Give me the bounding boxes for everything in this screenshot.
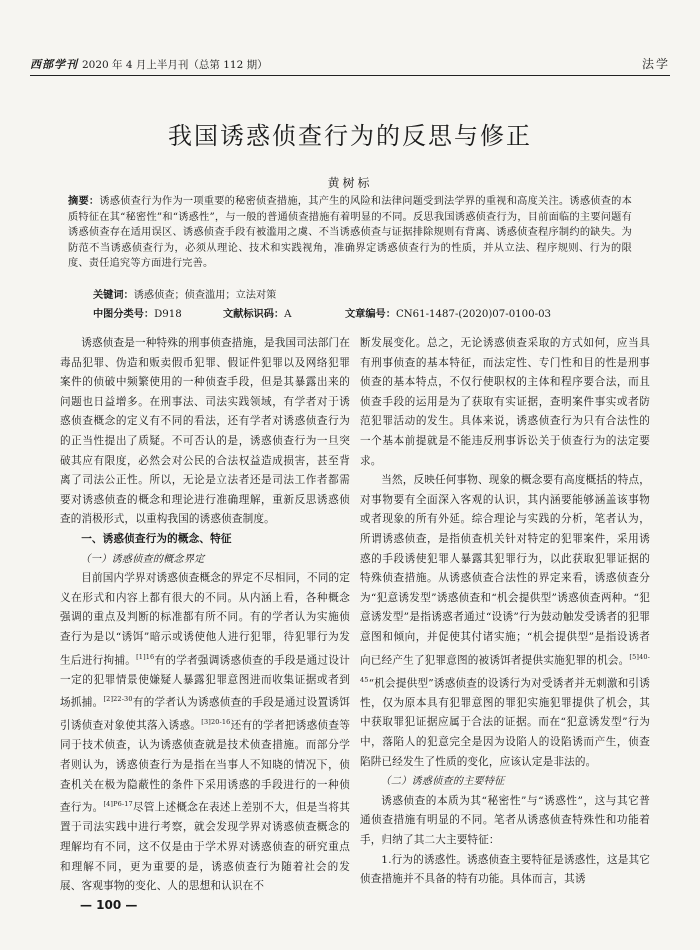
- keywords-label: 关键词：: [93, 289, 134, 301]
- doc-code-label: 文献标识码：: [223, 308, 285, 320]
- issue-info: 2020 年 4 月上半月刊（总第 112 期）: [82, 59, 268, 71]
- paragraph: [360, 471, 650, 772]
- keywords: [93, 286, 632, 301]
- text-run: 有的学者认为诱惑侦查的手段是通过设置诱饵引诱侦查对象使其落入诱惑。: [60, 696, 351, 732]
- article-number-value: CN61-1487-(2020)07-0100-03: [395, 309, 552, 320]
- section-heading: 一、诱惑侦查行为的概念、特征: [81, 532, 232, 545]
- journal-name: 西部学刊: [30, 58, 78, 71]
- subsection-heading: （一）诱惑侦查的概念界定: [80, 553, 205, 565]
- page-number: — 100 —: [80, 898, 138, 912]
- paragraph: 诱惑侦查的本质为其“秘密性”与“诱惑性”，这与其它普通侦查措施有明显的不同。笔者从诱惑侦查特殊性和功能着手，归纳了其二大主要特征：: [360, 794, 650, 846]
- citation: [2]22-30: [103, 695, 133, 704]
- abstract-text: 诱惑侦查行为作为一项重要的秘密侦查措施，其产生的风险和法律问题受到法学界的重视和高度关注。诱惑侦查的本质特征在其“秘密性”和“诱惑性”，与一般的普通侦查措施有着明显的不同。反思我国诱惑侦查行为，目前面临的主要问题有诱惑侦查存在适用误区、诱惑侦查手段有被滥用之虞、不当诱惑侦查与证据排除规则有背离、诱惑侦查程序制约的缺失。为防范不当诱惑侦查行为，必须从理论、技术和实践视角，准确界定诱惑侦查行为的性质，并从立法、程序规则、行为的限度、责任追究等方面进行完善。: [68, 196, 632, 270]
- article-metadata: [93, 305, 632, 320]
- article-number-label: 文章编号：: [345, 308, 396, 320]
- right-column: [360, 334, 650, 890]
- citation: [1]16: [136, 652, 155, 661]
- text-run: 尽管上述概念在表述上差别不大，但是当将其置于司法实践中进行考察，就会发现学界对诱惑侦查概念的理解均有不同，这不仅是由于学术界对诱惑侦查的研究重点和理解不同，更为重要的是，诱惑侦查行为随着社会的发展、客观事物的变化、人的思想和认识在不: [60, 801, 350, 893]
- citation: [5]40-45: [360, 652, 650, 684]
- article-title: 我国诱惑侦查行为的反思与修正: [168, 122, 532, 150]
- paragraph: 诱惑侦查是一种特殊的刑事侦查措施，是我国司法部门在毒品犯罪、伪造和贩卖假币犯罪、假证件犯罪以及网络犯罪案件的侦破中频繁使用的一种侦查手段，但是其暴露出来的问题也日益增多。在刑事法、司法实践领域，有学者对于诱惑侦查概念的定义有不同的看法，还有学者对诱惑侦查行为的正当性提出了质疑。不可否认的是，诱惑侦查行为一旦突破其应有限度，必然会对公民的合法权益造成损害，甚至背离了司法公正性。所以，无论是立法者还是司法工作者都需要对诱惑侦查的概念和理论进行准确理解，重新反思诱惑侦查的消极形式，以重构我国的诱惑侦查制度。: [60, 337, 350, 526]
- text-run: 当然，反映任何事物、现象的概念要有高度概括的特点，对事物要有全面深入客观的认识，其内涵要能够涵盖该事物或者现象的所有外延。综合理论与实践的分析，笔者认为，所谓诱惑侦查，是指侦查机关针对特定的犯罪案件，采用诱惑的手段诱使犯罪人暴露其犯罪行为，以此获取犯罪证据的特殊侦查措施。从诱惑侦查合法性的界定来看，诱惑侦查分为“犯意诱发型”诱惑侦查和“机会提供型”诱惑侦查两种。“犯意诱发型”是指诱惑者通过“设诱”行为鼓动触发受诱者的犯罪意图和倾向，并促使其付诸实施；“机会提供型”是指设诱者向已经产生了犯罪意图的被诱饵者提供实施犯罪的机会。: [360, 474, 650, 667]
- clc-value: D918: [154, 309, 182, 320]
- paragraph: [60, 569, 350, 897]
- paragraph: 断发展变化。总之，无论诱惑侦查采取的方式如何，应当具有刑事侦查的基本特征，而法定性、专门性和目的性是刑事侦查的基本特点，不仅行使职权的主体和程序要合法，而且侦查手段的运用是为了获取有实证据，查明案件事实或者防范犯罪活动的发生。具体来说，诱惑侦查行为只有合法性的一个基本前提就是不能违反刑事诉讼关于侦查行为的法定要求。: [360, 337, 650, 467]
- citation: [4]P6-17: [103, 800, 133, 809]
- abstract-label: 摘要：: [68, 195, 100, 207]
- header-left: [30, 56, 268, 72]
- text-run: “机会提供型”诱惑侦查的设诱行为对受诱者并无刺激和引诱性，仅为原本具有犯罪意图的罪犯实施犯罪提供了机会，其中获取罪犯证据应属于合法的证据。而在“犯意诱发型”行为中，落陷人的犯意完全是因为设陷人的设陷诱而产生，侦查陷阱已经发生了性质的变化，应该认定是非法的。: [360, 677, 650, 768]
- citation: [3]20-16: [201, 718, 231, 727]
- doc-code-field: [223, 305, 345, 320]
- left-column: [60, 334, 350, 897]
- running-header: [30, 50, 670, 76]
- clc-field: [93, 305, 223, 320]
- text-run: 还有的学者把诱惑侦查等同于技术侦查，认为诱惑侦查就是技术侦查措施。而部分学者则认为，诱惑侦查行为是指在当事人不知晓的情况下，侦查机关在极为隐蔽性的条件下采用诱惑的手段进行的一种侦查行为。: [60, 719, 351, 814]
- article-number-field: [345, 305, 551, 320]
- text-run: 有的学者强调诱惑侦查的手段是通过设计一定的犯罪情景使嫌疑人暴露犯罪意图进而收集证据或者到场抓捕。: [60, 654, 350, 709]
- paragraph: 1.行为的诱惑性。诱惑侦查主要特征是诱惑性，这是其它侦查措施并不具备的特有功能。具体而言，其诱: [360, 853, 650, 886]
- clc-label: 中图分类号：: [93, 308, 155, 320]
- author-name: 黄树标: [327, 176, 373, 190]
- abstract: [68, 194, 632, 272]
- subsection-heading: （二）诱惑侦查的主要特征: [380, 776, 505, 788]
- section-name: 法学: [641, 57, 670, 71]
- keywords-text: 诱惑侦查；侦查滥用；立法对策: [133, 290, 277, 301]
- text-run: 目前国内学界对诱惑侦查概念的界定不尽相同，不同的定义在形式和内容上都有很大的不同。从内涵上看，各种概念强调的重点及判断的标准都有所不同。有的学者认为实施侦查行为是以“诱饵”暗示或诱使他人进行犯罪，待犯罪行为发生后进行拘捕。: [60, 572, 350, 667]
- doc-code-value: A: [284, 309, 292, 320]
